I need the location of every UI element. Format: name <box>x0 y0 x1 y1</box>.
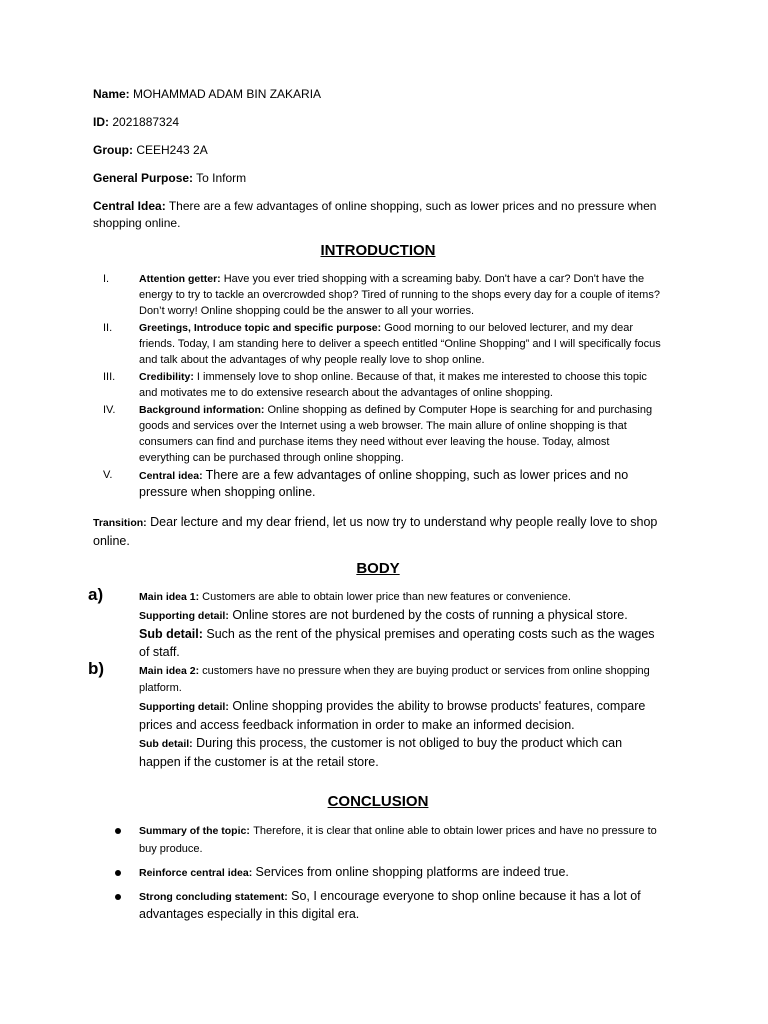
intro-item-text: Online shopping as defined by Computer Hope is searching for and purchasing goods and services over the Internet using a web browser. The main allure of online shopping is that consumers can find and purchase items they need without ever leaving the house. Today, almost everything can be purchased through online shopping. <box>139 404 653 464</box>
general-purpose-line <box>93 170 663 187</box>
intro-item-number: I. <box>103 273 110 285</box>
intro-item-text: I immensely love to shop online. Because of that, it makes me interested to choose this topic and motivates me to do extensive research about the advantages of online shopping. <box>139 371 647 399</box>
intro-item-attention-getter <box>93 271 663 319</box>
sub-detail-line <box>139 625 663 661</box>
group-line <box>93 142 663 159</box>
central-idea-line <box>93 198 663 232</box>
conclusion-item-concluding-statement <box>93 888 663 923</box>
general-purpose-value: To Inform <box>196 171 247 185</box>
transition-text: Dear lecture and my dear friend, let us now try to understand why people really love to shop online. <box>93 515 658 548</box>
sub-detail-text: During this process, the customer is not obliged to buy the product which can happen if the customer is at the retail store. <box>139 736 623 769</box>
supporting-detail-line <box>139 697 663 734</box>
main-idea-label: Main idea 1: <box>139 591 200 603</box>
main-idea-line <box>139 663 663 697</box>
conclusion-item-label: Strong concluding statement: <box>139 891 288 903</box>
intro-item-label: Background information: <box>139 404 265 416</box>
supporting-detail-label: Supporting detail: <box>139 610 229 622</box>
id-line <box>93 114 663 131</box>
conclusion-item-label: Reinforce central idea: <box>139 867 253 879</box>
main-idea-text: customers have no pressure when they are buying product or services from online shopping platform. <box>139 665 650 694</box>
conclusion-item-text: So, I encourage everyone to shop online because it has a lot of advantages especially in this digital era. <box>139 889 641 921</box>
supporting-detail-line <box>139 606 663 625</box>
intro-item-label: Credibility: <box>139 371 194 383</box>
sub-detail-line <box>139 734 663 771</box>
sub-detail-text: Such as the rent of the physical premises and operating costs such as the wages of staff. <box>139 627 655 659</box>
conclusion-item-label: Summary of the topic: <box>139 825 250 837</box>
intro-item-text: Good morning to our beloved lecturer, and my dear friends. Today, I am standing here to deliver a speech entitled “Online Shopping” and I will specifically focus and talk about the advantages of why people really love to shop online. <box>139 322 661 366</box>
intro-item-label: Central idea: <box>139 470 203 482</box>
body-item-main-idea-2 <box>88 659 663 771</box>
body-heading: BODY <box>356 560 400 577</box>
main-idea-line <box>139 589 663 606</box>
bullet-icon <box>115 828 121 834</box>
conclusion-item-reinforce <box>93 864 663 882</box>
conclusion-list <box>93 822 663 923</box>
conclusion-heading: CONCLUSION <box>327 793 429 810</box>
body-item-main-idea-1 <box>88 585 663 661</box>
central-idea-label: Central Idea: <box>93 199 166 213</box>
intro-item-text: Have you ever tried shopping with a screaming baby. Don't have a car? Don't have the energy to try to tackle an overcrowded shop? Tired of running to the shops every day for a couple of items? Don’t worry! Online shopping could be the answer to all your worries. <box>139 273 660 317</box>
supporting-detail-text: Online shopping provides the ability to browse products' features, compare prices and access feedback information in order to make an informed decision. <box>139 699 646 732</box>
group-value: CEEH243 2A <box>136 143 208 157</box>
name-line <box>93 86 663 103</box>
group-label: Group: <box>93 143 133 157</box>
document-page <box>88 86 663 929</box>
intro-item-label: Attention getter: <box>139 273 221 285</box>
intro-item-number: III. <box>103 371 116 383</box>
intro-item-number: V. <box>103 469 113 481</box>
bullet-icon <box>115 894 121 900</box>
id-value: 2021887324 <box>112 115 180 129</box>
introduction-heading: INTRODUCTION <box>320 242 436 259</box>
id-label: ID: <box>93 115 109 129</box>
conclusion-item-summary <box>93 822 663 858</box>
transition-line <box>93 513 663 550</box>
intro-item-number: II. <box>103 322 113 334</box>
intro-item-central-idea <box>93 467 663 501</box>
intro-item-background <box>93 402 663 466</box>
intro-item-number: IV. <box>103 404 116 416</box>
intro-item-label: Greetings, Introduce topic and specific purpose: <box>139 322 382 334</box>
supporting-detail-text: Online stores are not burdened by the costs of running a physical store. <box>232 608 628 622</box>
main-idea-text: Customers are able to obtain lower price than new features or convenience. <box>202 591 571 603</box>
introduction-list <box>93 271 663 501</box>
general-purpose-label: General Purpose: <box>93 171 194 185</box>
body-item-marker: b) <box>88 659 105 678</box>
bullet-icon <box>115 870 121 876</box>
transition-label: Transition: <box>93 517 147 529</box>
conclusion-item-text: Services from online shopping platforms are indeed true. <box>255 865 569 879</box>
conclusion-item-text: Therefore, it is clear that online able to obtain lower prices and have no pressure to buy produce. <box>139 825 657 855</box>
intro-item-text: There are a few advantages of online shopping, such as lower prices and no pressure when shopping online. <box>139 468 629 499</box>
body-item-marker: a) <box>88 585 104 604</box>
supporting-detail-label: Supporting detail: <box>139 701 229 713</box>
main-idea-label: Main idea 2: <box>139 665 200 677</box>
intro-item-credibility <box>93 369 663 401</box>
name-value: MOHAMMAD ADAM BIN ZAKARIA <box>133 87 322 101</box>
body-list <box>88 585 663 771</box>
sub-detail-label: Sub detail: <box>139 738 193 750</box>
sub-detail-label: Sub detail: <box>139 627 203 641</box>
central-idea-value: There are a few advantages of online shopping, such as lower prices and no pressure when shopping online. <box>93 199 657 230</box>
name-label: Name: <box>93 87 130 101</box>
intro-item-greetings <box>93 320 663 368</box>
